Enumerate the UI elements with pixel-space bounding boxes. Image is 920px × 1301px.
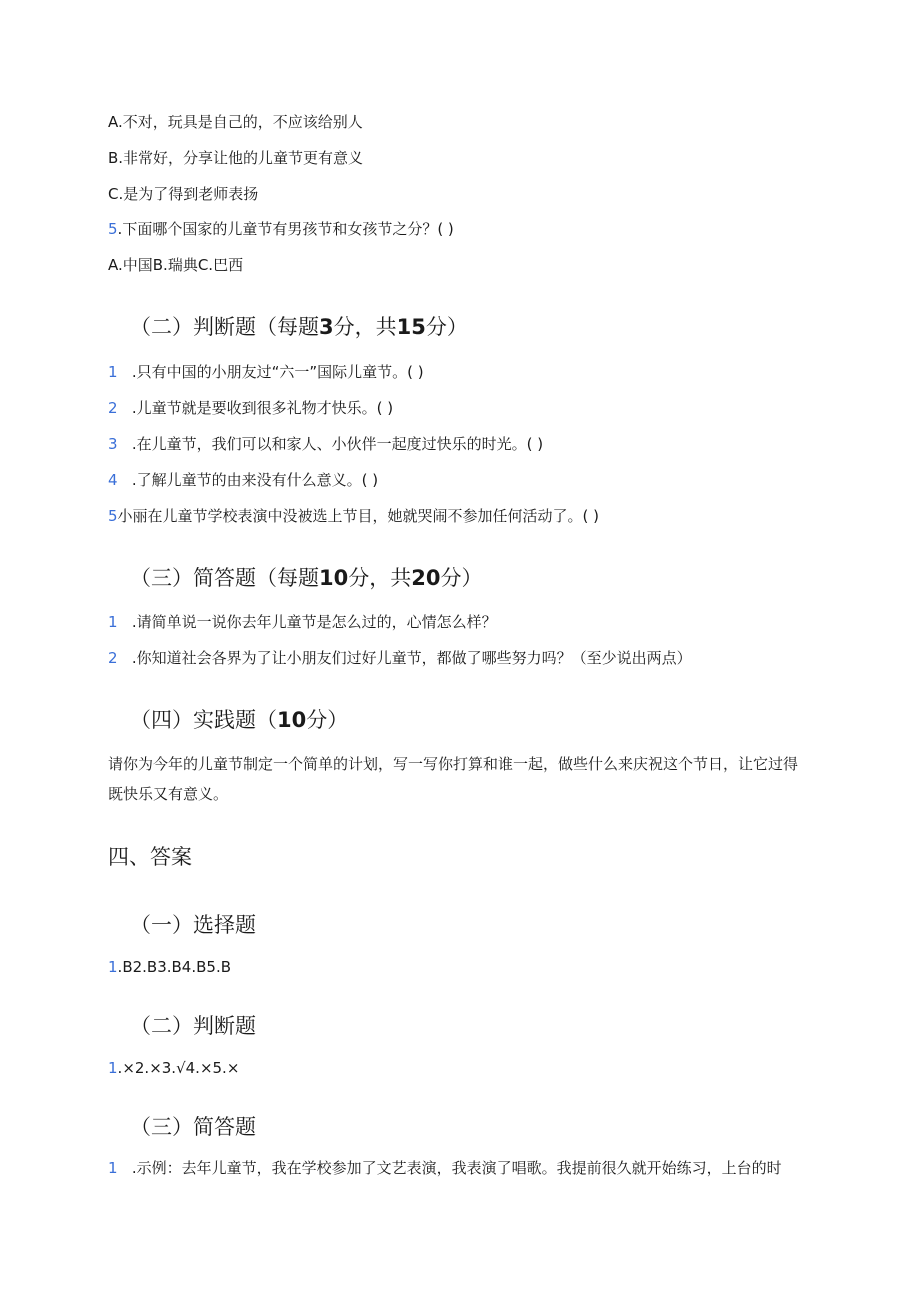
answer-number: 1 [108, 1159, 118, 1177]
judge-item [108, 470, 378, 490]
q5-options: A.中国B.瑞典C.巴西 [108, 256, 244, 274]
question-text: .下面哪个国家的儿童节有男孩节和女孩节之分？( ) [117, 220, 454, 238]
answer-choice [108, 957, 231, 977]
q4-option-a: A.不对，玩具是自己的，不应该给别人 [108, 113, 363, 131]
question-text: .儿童节就是要收到很多礼物才快乐。( ) [131, 399, 394, 417]
answer-text: .示例：去年儿童节，我在学校参加了文艺表演，我表演了唱歌。我提前很久就开始练习，上台的时 [131, 1159, 782, 1177]
question-number: 1 [108, 363, 118, 381]
question-number: 5 [108, 507, 118, 525]
question-text: .你知道社会各界为了让小朋友们过好儿童节，都做了哪些努力吗？（至少说出两点） [131, 649, 692, 667]
judge-item [108, 398, 393, 418]
answers-heading: 四、答案 [108, 845, 192, 869]
question-text: .了解儿童节的由来没有什么意义。( ) [131, 471, 379, 489]
question-number: 2 [108, 649, 118, 667]
section-title-short: （三）简答题（每题10分，共20分） [130, 566, 483, 590]
question-text: .只有中国的小朋友过“六一”国际儿童节。( ) [131, 363, 424, 381]
question-number: 2 [108, 399, 118, 417]
answer-title-short: （三）简答题 [130, 1115, 256, 1139]
question-text: .在儿童节，我们可以和家人、小伙伴一起度过快乐的时光。( ) [131, 435, 544, 453]
section-title-judge: （二）判断题（每题3分，共15分） [130, 315, 468, 339]
judge-item [108, 506, 599, 526]
q4-option-b: B.非常好，分享让他的儿童节更有意义 [108, 149, 364, 167]
answer-text: .B2.B3.B4.B5.B [117, 958, 232, 976]
answer-judge [108, 1058, 239, 1078]
answer-text: .×2.×3.√4.×5.× [117, 1059, 240, 1077]
question-number: 1 [108, 613, 118, 631]
section-title-practice: （四）实践题（10分） [130, 708, 349, 732]
answer-short [108, 1158, 782, 1178]
q4-option-c: C.是为了得到老师表扬 [108, 185, 259, 203]
question-text: .请简单说一说你去年儿童节是怎么过的，心情怎么样？ [131, 613, 497, 631]
answer-number: 1 [108, 958, 118, 976]
judge-item [108, 362, 424, 382]
short-item [108, 648, 692, 668]
question-text: 小丽在儿童节学校表演中没被选上节目，她就哭闹不参加任何活动了。( ) [117, 507, 600, 525]
judge-item [108, 434, 543, 454]
short-item [108, 612, 497, 632]
answer-title-judge: （二）判断题 [130, 1014, 256, 1038]
question-number: 5 [108, 220, 118, 238]
question-number: 3 [108, 435, 118, 453]
answer-number: 1 [108, 1059, 118, 1077]
answer-title-choice: （一）选择题 [130, 913, 256, 937]
question-5 [108, 219, 454, 239]
practice-prompt: 请你为今年的儿童节制定一个简单的计划，写一写你打算和谁一起，做些什么来庆祝这个节日，让它过得既快乐又有意义。 [108, 755, 799, 803]
question-number: 4 [108, 471, 118, 489]
